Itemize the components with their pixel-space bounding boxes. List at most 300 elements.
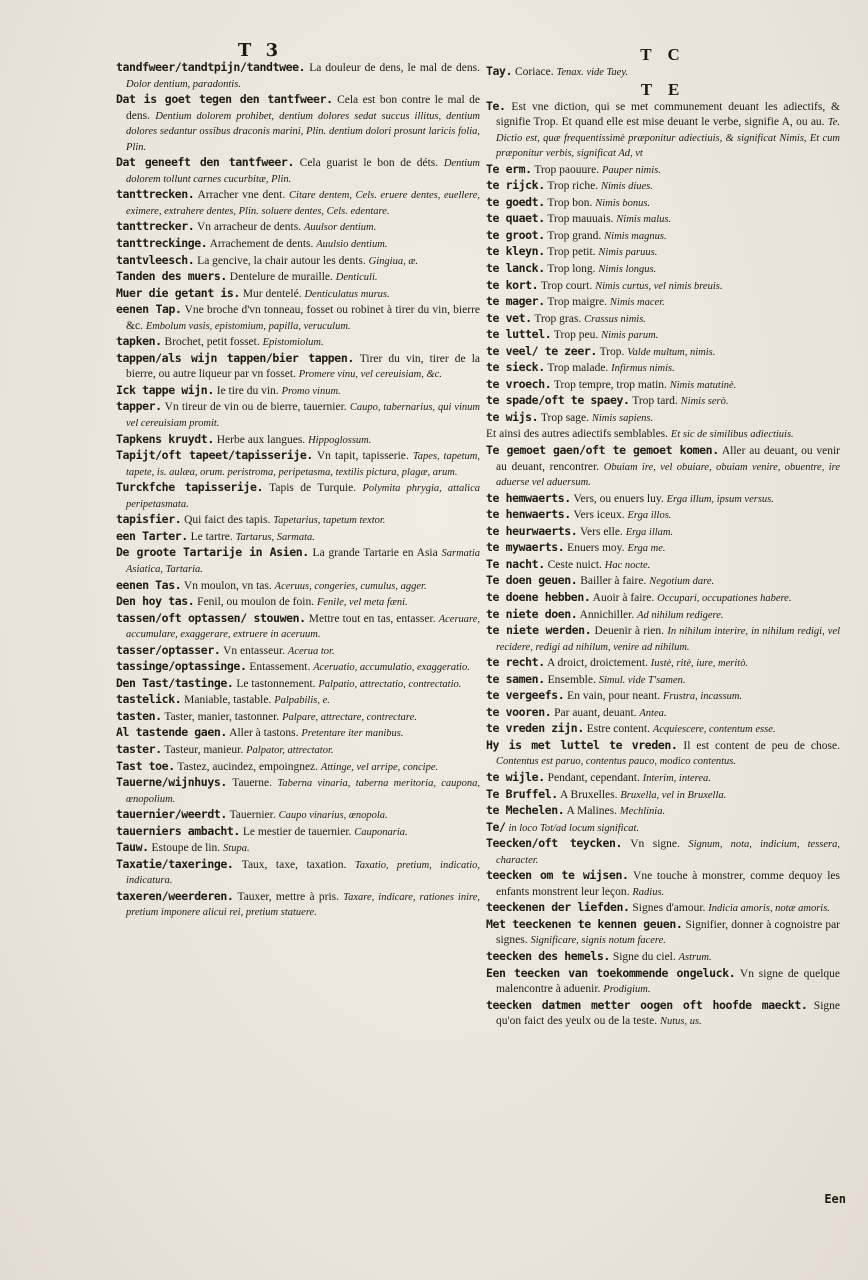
headword: tandfweer/tandtpijn/tandtwee. xyxy=(116,60,306,74)
definition: A Bruxelles. xyxy=(560,788,618,801)
dictionary-entry xyxy=(116,480,480,512)
dictionary-entry xyxy=(116,302,480,334)
dictionary-entry xyxy=(486,655,840,672)
right-column xyxy=(486,46,840,1030)
latin: Aceruare, accumulare, exaggerare, extruere in aceruum. xyxy=(126,613,481,641)
latin: Fenile, vel meta fæni. xyxy=(316,597,408,609)
dictionary-entry xyxy=(486,688,840,705)
headword: te goedt. xyxy=(486,194,545,209)
headword: tasser/optasser. xyxy=(116,642,221,657)
latin: Promo vinum. xyxy=(281,385,341,397)
latin: Epistomiolum. xyxy=(262,337,324,349)
definition: Trop long. xyxy=(547,263,596,276)
definition: Trop paouure. xyxy=(534,163,600,176)
latin: Te. Dictio est, quæ frequentissimè præponitur adiectiuis, & significat Nimis, Et cum præponitur verbis, significat Ad, vt xyxy=(496,117,840,160)
latin: Nimis paruus. xyxy=(598,247,658,259)
latin: Taxare, indicare, rationes inire, pretium imponere alicui rei, pretium statuere. xyxy=(126,891,480,919)
latin: Nimis serò. xyxy=(680,396,729,408)
latin: Significare, signis notum facere. xyxy=(530,935,666,947)
dictionary-entry xyxy=(486,311,840,328)
definition: La douleur de dens, le mal de dens. xyxy=(309,62,481,74)
definition: Par auant, deuant. xyxy=(554,706,637,719)
latin: Sarmatia Asiatica, Tartaria. xyxy=(126,548,481,575)
definition: Herbe aux langues. xyxy=(216,433,306,446)
dictionary-entry xyxy=(486,261,840,278)
headword: te Mechelen. xyxy=(486,803,565,818)
definition: Vn arracheur de dents. xyxy=(196,221,302,234)
headword: te mager. xyxy=(486,294,545,309)
definition: Est vne diction, qui se met communement deuant les adiectifs, & signifie Trop. Et quand elle est mise deuant le verbe, signifie A, ou au. xyxy=(496,100,840,129)
latin: Dentium dolorem prohibet, dentium dolores sedat succus illitus, dentium dolores sedantur ossibus draconis marini, Plin. dentium dolori prosunt laricis folia, Plin. xyxy=(126,110,481,153)
definition: Trop petit. xyxy=(547,246,596,259)
dictionary-entry xyxy=(116,659,480,676)
dictionary-entry xyxy=(116,219,480,236)
latin: Obuiam ire, vel obuiare, obuiam venire, obuentre, ire aduerse vel aduersum. xyxy=(496,461,840,489)
definition: Vne touche à monstrer, comme dequoy les enfants monstrent leur leçon. xyxy=(496,870,840,898)
definition: Vn moulon, vn tas. xyxy=(183,579,272,592)
dictionary-entry xyxy=(486,211,840,228)
dictionary-entry xyxy=(116,155,480,187)
dictionary-entry xyxy=(116,611,480,643)
headword: Te gemoet gaen/oft te gemoet komen. xyxy=(486,443,719,458)
definition: Trop. xyxy=(599,345,625,358)
latin: Stupa. xyxy=(223,843,250,855)
definition: Ceste nuict. xyxy=(547,558,602,571)
latin: Signum, nota, indicium, tessera, character. xyxy=(496,839,840,866)
definition: Tasteur, manieur. xyxy=(164,743,244,756)
dictionary-entry xyxy=(116,725,480,742)
dictionary-entry xyxy=(116,383,480,400)
latin: Hac nocte. xyxy=(604,559,651,571)
definition: Trop bon. xyxy=(547,196,593,209)
headword: Den hoy tas. xyxy=(116,594,195,609)
headword: Te Bruffel. xyxy=(486,786,558,801)
latin: Auulsor dentium. xyxy=(303,222,377,234)
headword: te niete werden. xyxy=(486,623,592,638)
latin: Tenax. vide Taey. xyxy=(556,67,629,78)
definition: Trop mauuais. xyxy=(547,213,614,226)
latin: In nihilum interire, in nihilum redigi, vel recidere, redigi ad nihilum, venire ad nihilum. xyxy=(496,626,841,653)
definition: Trop maigre. xyxy=(547,296,608,309)
definition: Tastez, aucindez, empoingnez. xyxy=(177,760,319,773)
latin: Dentium dolorem tollunt carnes cucurbitæ, Plin. xyxy=(126,158,480,185)
dictionary-entry xyxy=(486,540,840,557)
definition: Auoir à faire. xyxy=(592,591,655,604)
definition: Trop grand. xyxy=(547,229,602,242)
headword: taster. xyxy=(116,741,162,756)
headword: te sieck. xyxy=(486,360,545,375)
latin: Promere vinu, vel cereuisiam, &c. xyxy=(298,369,442,381)
dictionary-entry xyxy=(116,676,480,693)
latin: Auulsio dentium. xyxy=(316,239,388,251)
dictionary-entry xyxy=(486,998,840,1030)
headword: Taxatie/taxeringe. xyxy=(116,856,234,871)
headword: teecken des hemels. xyxy=(486,948,610,963)
latin: Bruxella, vel in Bruxella. xyxy=(620,789,727,801)
definition: Trop malade. xyxy=(547,362,609,375)
headword: Dat geneeft den tantfweer. xyxy=(116,155,294,170)
dictionary-entry xyxy=(486,836,840,868)
headword: te luttel. xyxy=(486,327,552,342)
headword: te groot. xyxy=(486,227,545,242)
dictionary-entry xyxy=(116,692,480,709)
definition: Et ainsi des autres adiectifs semblables. xyxy=(486,428,669,441)
definition: Aller au deuant, ou venir au deuant, rencontrer. xyxy=(496,445,840,473)
headword: teeckenen der liefden. xyxy=(486,900,630,915)
latin: Radius. xyxy=(632,886,665,898)
definition: Tapis de Turquie. xyxy=(269,482,357,495)
latin: Nimis diues. xyxy=(600,181,653,193)
latin: Taxatio, pretium, indicatio, indicatura. xyxy=(126,859,480,887)
dictionary-entry xyxy=(116,187,480,219)
dictionary-entry xyxy=(486,377,840,394)
dictionary-entry xyxy=(116,775,480,807)
definition: Le tartre. xyxy=(190,530,233,543)
dictionary-entry xyxy=(486,607,840,624)
definition: Vers, ou enuers luy. xyxy=(573,492,664,505)
headword: te rijck. xyxy=(486,178,545,193)
headword: te spade/oft te spaey. xyxy=(486,393,630,408)
latin: Tapes, tapetum, tapete, is. aulæa, orum. peristroma, peripetasma, textilis pictura, plagæ, arum. xyxy=(126,451,480,478)
latin: Embolum vasis, epistomium, papilla, veruculum. xyxy=(145,320,351,332)
headword: te recht. xyxy=(486,655,545,670)
latin: Nimis longus. xyxy=(598,264,657,276)
headword: Te/ xyxy=(486,819,506,834)
latin: Dolor dentium, paradontis. xyxy=(126,78,241,90)
latin: Occupari, occupationes habere. xyxy=(657,592,792,604)
headword: Tast toe. xyxy=(116,758,175,773)
latin: Indicia amoris, notæ amoris. xyxy=(708,903,830,915)
latin: Erga illam. xyxy=(625,526,674,538)
headword: tapisfier. xyxy=(116,512,182,527)
headword: Tanden des muers. xyxy=(116,269,227,284)
latin: Erga illum, ipsum versus. xyxy=(666,493,774,505)
definition: En vain, pour neant. xyxy=(567,690,661,703)
definition: A Malines. xyxy=(566,805,618,818)
headword: Een teecken van toekommende ongeluck. xyxy=(486,965,736,980)
headword: te vet. xyxy=(486,310,532,325)
definition: Maniable, tastable. xyxy=(184,694,272,707)
dictionary-entry xyxy=(486,590,840,607)
dictionary-entry xyxy=(486,393,840,410)
latin: Erga me. xyxy=(627,543,666,555)
dictionary-entry xyxy=(486,360,840,377)
headword: Met teeckenen te kennen geuen. xyxy=(486,916,683,931)
dictionary-entry xyxy=(486,557,840,574)
dictionary-entry xyxy=(116,432,480,449)
definition: Trop tempre, trop matin. xyxy=(553,378,667,391)
latin: Nimis macer. xyxy=(609,297,665,309)
dictionary-entry xyxy=(486,820,840,837)
headword: tasten. xyxy=(116,708,162,723)
headword: Dat is goet tegen den tantfweer. xyxy=(116,92,333,107)
dictionary-entry xyxy=(116,529,480,546)
dictionary-entry xyxy=(486,966,840,998)
dictionary-entry xyxy=(116,759,480,776)
dictionary-entry xyxy=(116,545,480,577)
definition: Arrachement de dents. xyxy=(209,238,314,251)
latin: Infirmus nimis. xyxy=(611,363,675,375)
definition: Vers iceux. xyxy=(573,509,625,522)
headword: te kleyn. xyxy=(486,244,545,259)
headword: tastelick. xyxy=(116,692,182,707)
headword: te veel/ te zeer. xyxy=(486,343,597,358)
definition: Cela guarist le bon de déts. xyxy=(299,157,439,170)
latin: Iustè, ritè, iure, meritò. xyxy=(650,658,749,670)
definition: Trop tard. xyxy=(632,395,678,408)
right-column-head: T C xyxy=(640,45,686,64)
latin: Gingiua, æ. xyxy=(368,255,418,267)
definition: Aller à tastons. xyxy=(229,727,299,740)
dictionary-entry xyxy=(116,269,480,286)
headword: Al tastende gaen. xyxy=(116,725,227,740)
latin: Denticuli. xyxy=(335,272,378,284)
latin: Nimis magnus. xyxy=(604,230,667,242)
dictionary-entry xyxy=(486,949,840,966)
headword: Te nacht. xyxy=(486,556,545,571)
headword: te vreden zijn. xyxy=(486,721,584,736)
headword: te vroech. xyxy=(486,376,552,391)
definition: Deuenir à rien. xyxy=(594,625,665,638)
definition: Signifier, donner à cognoistre par signes. xyxy=(496,918,840,947)
headword: Tay. xyxy=(486,64,513,78)
latin: Frustra, incassum. xyxy=(662,691,743,703)
headword: te niete doen. xyxy=(486,606,578,621)
latin: Nimis sapiens. xyxy=(591,412,654,424)
definition: Mettre tout en tas, entasser. xyxy=(308,612,436,625)
headword: eenen Tap. xyxy=(116,302,182,317)
latin: Antea. xyxy=(639,707,667,719)
latin: Ad nihilum redigere. xyxy=(637,609,724,621)
headword: taxeren/weerderen. xyxy=(116,888,234,903)
dictionary-entry xyxy=(486,770,840,787)
dictionary-entry xyxy=(116,594,480,611)
latin: Et sic de similibus adiectiuis. xyxy=(670,429,794,441)
definition: Trop gras. xyxy=(534,312,582,325)
dictionary-entry xyxy=(486,178,840,195)
headword: Te. xyxy=(486,98,506,113)
latin: Astrum. xyxy=(678,951,712,963)
headword: Turckfche tapisserije. xyxy=(116,480,263,495)
headword: te kort. xyxy=(486,277,539,292)
headword: tassen/oft optassen/ stouwen. xyxy=(116,610,306,625)
dictionary-entry xyxy=(486,426,840,443)
latin: Nimis bonus. xyxy=(595,197,651,209)
dictionary-entry xyxy=(116,857,480,889)
headword: een Tarter. xyxy=(116,528,188,543)
definition: Taux, taxe, taxation. xyxy=(241,858,347,871)
latin: Interim, interea. xyxy=(642,772,711,784)
headword: teecken om te wijsen. xyxy=(486,868,629,883)
dictionary-entry xyxy=(486,900,840,917)
headword: te mywaerts. xyxy=(486,540,565,555)
latin: Taberna vinaria, taberna meritoria, caupona, œnopolium. xyxy=(126,778,481,805)
dictionary-entry xyxy=(486,410,840,427)
headword: Ick tappe wijn. xyxy=(116,382,214,397)
headword: te quaet. xyxy=(486,211,545,226)
dictionary-entry xyxy=(486,672,840,689)
definition: Enuers moy. xyxy=(567,542,625,555)
dictionary-entry xyxy=(116,840,480,857)
dictionary-entry xyxy=(486,162,840,179)
definition: Fenil, ou moulon de foin. xyxy=(197,596,315,609)
headword: te vergeefs. xyxy=(486,688,565,703)
latin: Nimis parum. xyxy=(601,330,659,342)
definition: A droict, droictement. xyxy=(546,657,648,670)
definition: Tirer du vin, tirer de la bierre, ou autre liqueur par vn fosset. xyxy=(126,352,481,381)
definition: Ie tire du vin. xyxy=(216,384,279,397)
dictionary-entry xyxy=(486,573,840,590)
dictionary-entry xyxy=(486,344,840,361)
headword: tanttrecken. xyxy=(116,187,195,202)
definition: Vn tapit, tapisserie. xyxy=(316,450,409,463)
headword: te wijs. xyxy=(486,409,539,424)
definition: Le mestier de tauernier. xyxy=(242,825,352,838)
dictionary-entry xyxy=(116,286,480,303)
definition: Mur dentelé. xyxy=(242,287,302,300)
latin: Crassus nimis. xyxy=(584,313,646,325)
latin: Palpare, attrectare, contrectare. xyxy=(282,711,417,723)
definition: Cela est bon contre le mal de dens. xyxy=(126,94,480,122)
headword: te doene hebben. xyxy=(486,589,591,604)
latin: Erga illos. xyxy=(627,510,672,522)
dictionary-entry xyxy=(486,228,840,245)
right-column-sig: T E xyxy=(640,79,686,99)
dictionary-entry xyxy=(486,294,840,311)
definition: Arracher vne dent. xyxy=(197,189,286,202)
latin: Pauper nimis. xyxy=(601,164,661,176)
catchword: Een xyxy=(824,1192,846,1206)
definition: Vn tireur de vin ou de bierre, tauernier. xyxy=(164,401,347,414)
dictionary-entry xyxy=(116,399,480,431)
definition: Entassement. xyxy=(249,661,311,674)
headword: De groote Tartarije in Asien. xyxy=(116,545,309,560)
headword: tapken. xyxy=(116,334,162,349)
dictionary-entry xyxy=(486,623,840,655)
definition: Estre content. xyxy=(586,723,650,736)
dictionary-entry xyxy=(116,889,480,921)
definition: Qui faict des tapis. xyxy=(184,514,271,527)
definition: Tauernier. xyxy=(229,809,276,822)
definition: Dentelure de muraille. xyxy=(229,271,333,284)
dictionary-entry xyxy=(116,742,480,759)
headword: eenen Tas. xyxy=(116,577,182,592)
definition: Trop peu. xyxy=(553,329,599,342)
dictionary-entry xyxy=(116,807,480,824)
definition: Vne broche d'vn tonneau, fosset ou robinet à tirer du vin, bierre &c. xyxy=(126,304,480,332)
definition: Vn signe. xyxy=(630,838,680,851)
dictionary-entry xyxy=(116,643,480,660)
dictionary-entry xyxy=(486,705,840,722)
dictionary-entry xyxy=(486,787,840,804)
definition: Signe qu'on faict des yeulx ou de la teste. xyxy=(496,999,840,1028)
dictionary-entry xyxy=(486,244,840,261)
headword: te henwaerts. xyxy=(486,507,571,522)
headword: Te erm. xyxy=(486,161,532,176)
latin: Mechlinia. xyxy=(619,806,666,818)
headword: tanttreckinge. xyxy=(116,236,208,251)
left-column xyxy=(116,60,480,921)
entry-tay xyxy=(486,64,840,81)
definition: Tauerne. xyxy=(232,777,272,790)
definition: Vn signe de quelque malencontre à aduenir. xyxy=(496,967,841,996)
latin: Acquiescere, contentum esse. xyxy=(652,724,776,736)
latin: Caupo vinarius, œnopola. xyxy=(278,810,388,822)
dictionary-entry xyxy=(116,236,480,253)
dictionary-entry xyxy=(116,709,480,726)
definition: Pendant, cependant. xyxy=(547,771,640,784)
dictionary-entry xyxy=(486,99,840,162)
latin: Nimis malus. xyxy=(616,214,672,226)
headword: tauerniers ambacht. xyxy=(116,823,240,838)
latin: Caupo, tabernarius, qui vinum vel cereuisiam promit. xyxy=(126,402,480,430)
signature-mark: T 3 xyxy=(237,40,283,61)
latin: Polymita phrygia, attalica peripetasmata. xyxy=(126,483,480,510)
latin: Aceruatio, accumulatio, exaggeratio. xyxy=(313,662,470,674)
latin: Aceruus, congeries, cumulus, agger. xyxy=(274,580,427,592)
definition: Taster, manier, tastonner. xyxy=(164,710,280,723)
definition: Signe du ciel. xyxy=(612,950,676,963)
definition: Vn entasseur. xyxy=(223,644,286,657)
latin: Prodigium. xyxy=(603,984,651,996)
headword: tauernier/weerdt. xyxy=(116,807,227,822)
definition: Il est content de peu de chose. xyxy=(683,739,840,752)
latin: Palpator, attrectator. xyxy=(246,744,334,756)
headword: te samen. xyxy=(486,671,545,686)
dictionary-entry xyxy=(116,351,480,383)
latin: Nimis curtus, vel nimis breuis. xyxy=(595,280,723,292)
headword: Muer die getant is. xyxy=(116,285,240,300)
dictionary-entry xyxy=(486,327,840,344)
latin: Nimis matutinè. xyxy=(669,379,737,391)
definition: Estoupe de lin. xyxy=(151,842,221,855)
latin: Palpatio, attrectatio, contrectatio. xyxy=(318,678,462,690)
definition: Annichiller. xyxy=(579,608,635,621)
latin: Simul. vide T'samen. xyxy=(598,674,686,686)
headword: Tauw. xyxy=(116,840,149,855)
latin: Citare dentem, Cels. eruere dentes, euellere, eximere, extrahere dentes, Plin. soluere dentes, Cels. edentare. xyxy=(126,190,480,217)
headword: te wijle. xyxy=(486,769,545,784)
dictionary-entry xyxy=(116,824,480,841)
dictionary-entry xyxy=(486,721,840,738)
latin: Nutus, us. xyxy=(659,1016,702,1028)
headword: te hemwaerts. xyxy=(486,490,571,505)
headword: tapper. xyxy=(116,399,162,414)
headword: te lanck. xyxy=(486,261,545,276)
headword: te heurwaerts. xyxy=(486,523,578,538)
definition: La grande Tartarie en Asia xyxy=(312,547,438,560)
headword: Tauerne/wijnhuys. xyxy=(116,775,227,790)
definition: Trop sage. xyxy=(540,411,590,424)
dictionary-entry xyxy=(486,868,840,900)
definition: La gencive, la chair autour les dents. xyxy=(197,254,366,267)
latin: in loco Tot/ad locum significat. xyxy=(508,822,640,834)
headword: Hy is met luttel te vreden. xyxy=(486,737,678,752)
dictionary-entry xyxy=(116,512,480,529)
headword: tanttrecker. xyxy=(116,219,195,234)
latin: Hippoglossum. xyxy=(308,434,372,446)
definition: Trop riche. xyxy=(547,180,599,193)
dictionary-entry xyxy=(486,738,840,770)
headword: Den Tast/tastinge. xyxy=(116,675,234,690)
latin: Denticulatus murus. xyxy=(304,288,390,300)
headword: tappen/als wijn tappen/bier tappen. xyxy=(116,350,354,365)
dictionary-entry xyxy=(486,491,840,508)
definition: Signes d'amour. xyxy=(632,902,706,915)
definition: Vers elle. xyxy=(580,525,623,538)
definition: Trop court. xyxy=(540,279,593,292)
dictionary-entry xyxy=(116,60,480,92)
